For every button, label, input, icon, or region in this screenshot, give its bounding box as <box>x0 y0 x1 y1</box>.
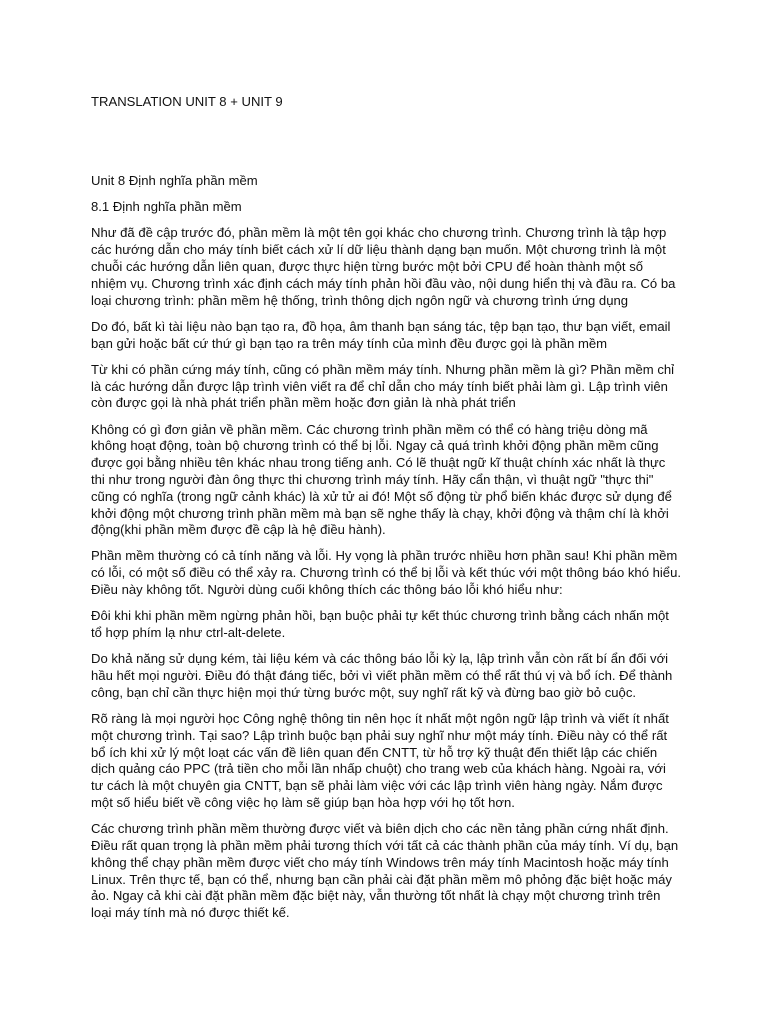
paragraph: Phần mềm thường có cả tính năng và lỗi. Hy vọng là phần trước nhiều hơn phần sau! Khi phần mềm có lỗi, có một số điều có thể xảy ra. Chương trình có thể bị lỗi và kết thúc với một thông báo khó hiểu. Điều này không tốt. Người dùng cuối không thích các thông báo lỗi khó hiểu như: <box>91 548 682 598</box>
section-heading: 8.1 Định nghĩa phần mềm <box>91 199 242 215</box>
paragraph: Do đó, bất kì tài liệu nào bạn tạo ra, đồ họa, âm thanh bạn sáng tác, tệp bạn tạo, thư bạn viết, email bạn gửi hoặc bất cứ thứ gì bạn tạo ra trên máy tính của mình đều được gọi là phần mềm <box>91 318 671 351</box>
document-body <box>91 173 681 931</box>
unit-heading: Unit 8 Định nghĩa phần mềm <box>91 173 258 188</box>
paragraph: Không có gì đơn giản về phần mềm. Các chương trình phần mềm có thể có hàng triệu dòng mã không hoạt động, toàn bộ chương trình có thể bị lỗi. Ngay cả quá trình khởi động phần mềm cũng được gọi bằng nhiều tên khác nhau trong tiếng anh. Có lẽ thuật ngữ kĩ thuật chính xác nhất là thực thi như trong người đàn ông thực thi chương trình máy tính. Hãy cẩn thận, vì thuật ngữ "thực thi" cũng có nghĩa (trong ngữ cảnh khác) là xử tử ai đó! Một số động từ phổ biến khác được sử dụng để khởi động một chương trình phần mềm mà bạn sẽ nghe thấy là chạy, khởi động và thậm chí là khởi động(khi phần mềm được đề cập là hệ điều hành). <box>91 421 672 538</box>
paragraph: Đôi khi khi phần mềm ngừng phản hồi, bạn buộc phải tự kết thúc chương trình bằng cách nhấn một tổ hợp phím lạ như ctrl-alt-delete. <box>91 608 669 641</box>
paragraph: Từ khi có phần cứng máy tính, cũng có phần mềm máy tính. Nhưng phần mềm là gì? Phần mềm chỉ là các hướng dẫn được lập trình viên viết ra để chỉ dẫn cho máy tính biết phải làm gì. Lập trình viên còn được gọi là nhà phát triển phần mềm hoặc đơn giản là nhà phát triển <box>91 361 675 411</box>
paragraph: Rõ ràng là mọi người học Công nghệ thông tin nên học ít nhất một ngôn ngữ lập trình và viết ít nhất một chương trình. Tại sao? Lập trình buộc bạn phải suy nghĩ như một máy tính. Điều này có thể rất bổ ích khi xử lý một loạt các vấn đề liên quan đến CNTT, từ hỗ trợ kỹ thuật đến thiết lập các chiến dịch quảng cáo PPC (trả tiền cho mỗi lần nhấp chuột) cho trang web của khách hàng. Ngoài ra, với tư cách là một chuyên gia CNTT, bạn sẽ phải làm việc với các lập trình viên hàng ngày. Nắm được một số hiểu biết về công việc họ làm sẽ giúp bạn hòa hợp với họ tốt hơn. <box>91 711 669 811</box>
paragraph: Như đã đề cập trước đó, phần mềm là một tên gọi khác cho chương trình. Chương trình là tập hợp các hướng dẫn cho máy tính biết cách xử lí dữ liệu thành dạng bạn muốn. Một chương trình là một chuỗi các hướng dẫn liên quan, được thực hiện từng bước một bởi CPU để hoàn thành một số nhiệm vụ. Chương trình xác định cách máy tính phản hồi đầu vào, nội dung hiển thị và đầu ra. Có ba loại chương trình: phần mềm hệ thống, trình thông dịch ngôn ngữ và chương trình ứng dụng <box>91 225 676 308</box>
paragraph: Các chương trình phần mềm thường được viết và biên dịch cho các nền tảng phần cứng nhất định. Điều rất quan trọng là phần mềm phải tương thích với tất cả các thành phần của máy tính. Ví dụ, bạn không thể chạy phần mềm được viết cho máy tính Windows trên máy tính Macintosh hoặc máy tính Linux. Trên thực tế, bạn có thể, nhưng bạn cần phải cài đặt phần mềm mô phỏng đặc biệt hoặc máy ảo. Ngay cả khi cài đặt phần mềm đặc biệt này, vẫn thường tốt nhất là chạy một chương trình trên loại máy tính mà nó được thiết kế. <box>91 821 679 921</box>
paragraph: Do khả năng sử dụng kém, tài liệu kém và các thông báo lỗi kỳ lạ, lập trình vẫn còn rất bí ẩn đối với hầu hết mọi người. Điều đó thật đáng tiếc, bởi vì viết phần mềm có thể rất thú vị và bổ ích. Để thành công, bạn chỉ cần thực hiện mọi thứ từng bước một, suy nghĩ rất kỹ và đừng bao giờ bỏ cuộc. <box>91 651 673 700</box>
document-title: TRANSLATION UNIT 8 + UNIT 9 <box>91 94 283 109</box>
